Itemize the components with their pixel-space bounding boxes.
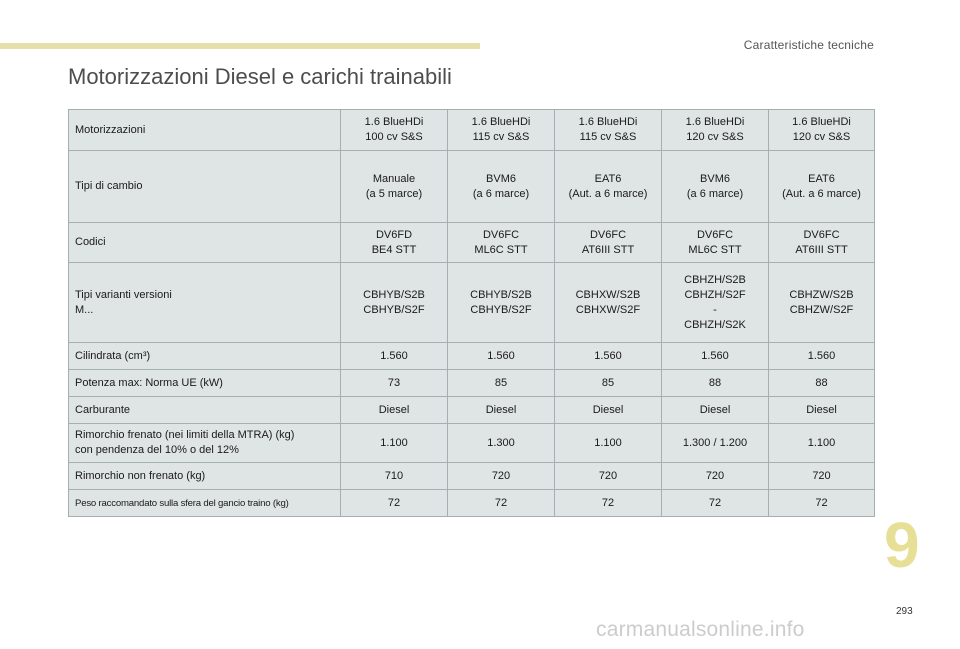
table-cell: 1.6 BlueHDi 120 cv S&S bbox=[662, 110, 769, 151]
table-cell: 1.6 BlueHDi 100 cv S&S bbox=[341, 110, 448, 151]
table-cell: 720 bbox=[662, 463, 769, 490]
table-cell: 1.6 BlueHDi 115 cv S&S bbox=[448, 110, 555, 151]
row-label: Carburante bbox=[69, 397, 341, 424]
table-cell: 73 bbox=[341, 370, 448, 397]
table-cell: 72 bbox=[769, 490, 875, 517]
table-cell: 720 bbox=[555, 463, 662, 490]
section-header: Caratteristiche tecniche bbox=[743, 38, 874, 52]
row-label: Potenza max: Norma UE (kW) bbox=[69, 370, 341, 397]
table-row bbox=[69, 263, 875, 343]
table-cell: 72 bbox=[448, 490, 555, 517]
table-cell: DV6FC ML6C STT bbox=[448, 223, 555, 263]
row-label: Tipi di cambio bbox=[69, 151, 341, 223]
table-row bbox=[69, 397, 875, 424]
table-row bbox=[69, 370, 875, 397]
table-cell: 1.560 bbox=[662, 343, 769, 370]
table-row bbox=[69, 223, 875, 263]
table-cell: 1.560 bbox=[555, 343, 662, 370]
table-cell: 85 bbox=[448, 370, 555, 397]
table-cell: 1.100 bbox=[555, 424, 662, 463]
table-cell: CBHYB/S2B CBHYB/S2F bbox=[341, 263, 448, 343]
table-cell: Diesel bbox=[662, 397, 769, 424]
table-cell: 710 bbox=[341, 463, 448, 490]
spec-table bbox=[68, 109, 875, 517]
table-row bbox=[69, 110, 875, 151]
table-cell: 88 bbox=[662, 370, 769, 397]
watermark: carmanualsonline.info bbox=[596, 618, 805, 641]
table-cell: CBHYB/S2B CBHYB/S2F bbox=[448, 263, 555, 343]
table-cell: 1.300 bbox=[448, 424, 555, 463]
table-cell: 72 bbox=[555, 490, 662, 517]
table-cell: 1.100 bbox=[769, 424, 875, 463]
table-cell: DV6FC AT6III STT bbox=[769, 223, 875, 263]
table-cell: 1.560 bbox=[341, 343, 448, 370]
table-cell: CBHXW/S2B CBHXW/S2F bbox=[555, 263, 662, 343]
row-label: Rimorchio non frenato (kg) bbox=[69, 463, 341, 490]
table-cell: EAT6 (Aut. a 6 marce) bbox=[769, 151, 875, 223]
table-row bbox=[69, 463, 875, 490]
table-cell: 1.300 / 1.200 bbox=[662, 424, 769, 463]
table-cell: 72 bbox=[662, 490, 769, 517]
row-label: Codici bbox=[69, 223, 341, 263]
table-cell: 720 bbox=[448, 463, 555, 490]
table-cell: BVM6 (a 6 marce) bbox=[662, 151, 769, 223]
row-label: Cilindrata (cm³) bbox=[69, 343, 341, 370]
table-cell: 1.560 bbox=[448, 343, 555, 370]
row-label: Peso raccomandato sulla sfera del gancio traino (kg) bbox=[69, 490, 341, 517]
table-cell: Diesel bbox=[341, 397, 448, 424]
page-title: Motorizzazioni Diesel e carichi trainabili bbox=[68, 64, 452, 89]
table-row bbox=[69, 424, 875, 463]
chapter-number: 9 bbox=[884, 509, 920, 581]
table-cell: Diesel bbox=[448, 397, 555, 424]
table-cell: 720 bbox=[769, 463, 875, 490]
table-cell: 1.6 BlueHDi 115 cv S&S bbox=[555, 110, 662, 151]
table-cell: EAT6 (Aut. a 6 marce) bbox=[555, 151, 662, 223]
table-cell: 1.100 bbox=[341, 424, 448, 463]
table-cell: DV6FC ML6C STT bbox=[662, 223, 769, 263]
table-cell: 88 bbox=[769, 370, 875, 397]
table-cell: BVM6 (a 6 marce) bbox=[448, 151, 555, 223]
table-cell: Manuale (a 5 marce) bbox=[341, 151, 448, 223]
table-cell: 1.560 bbox=[769, 343, 875, 370]
table-cell: Diesel bbox=[769, 397, 875, 424]
header-accent-bar bbox=[0, 43, 480, 49]
table-cell: 72 bbox=[341, 490, 448, 517]
table-row bbox=[69, 490, 875, 517]
table-row bbox=[69, 151, 875, 223]
row-label: Motorizzazioni bbox=[69, 110, 341, 151]
table-cell: Diesel bbox=[555, 397, 662, 424]
table-cell: CBHZH/S2B CBHZH/S2F - CBHZH/S2K bbox=[662, 263, 769, 343]
table-cell: CBHZW/S2B CBHZW/S2F bbox=[769, 263, 875, 343]
page-number: 293 bbox=[896, 606, 913, 617]
row-label: Rimorchio frenato (nei limiti della MTRA) (kg) con pendenza del 10% o del 12% bbox=[69, 424, 341, 463]
table-cell: DV6FD BE4 STT bbox=[341, 223, 448, 263]
table-cell: 85 bbox=[555, 370, 662, 397]
table-cell: 1.6 BlueHDi 120 cv S&S bbox=[769, 110, 875, 151]
row-label: Tipi varianti versioni M... bbox=[69, 263, 341, 343]
table-cell: DV6FC AT6III STT bbox=[555, 223, 662, 263]
table-row bbox=[69, 343, 875, 370]
